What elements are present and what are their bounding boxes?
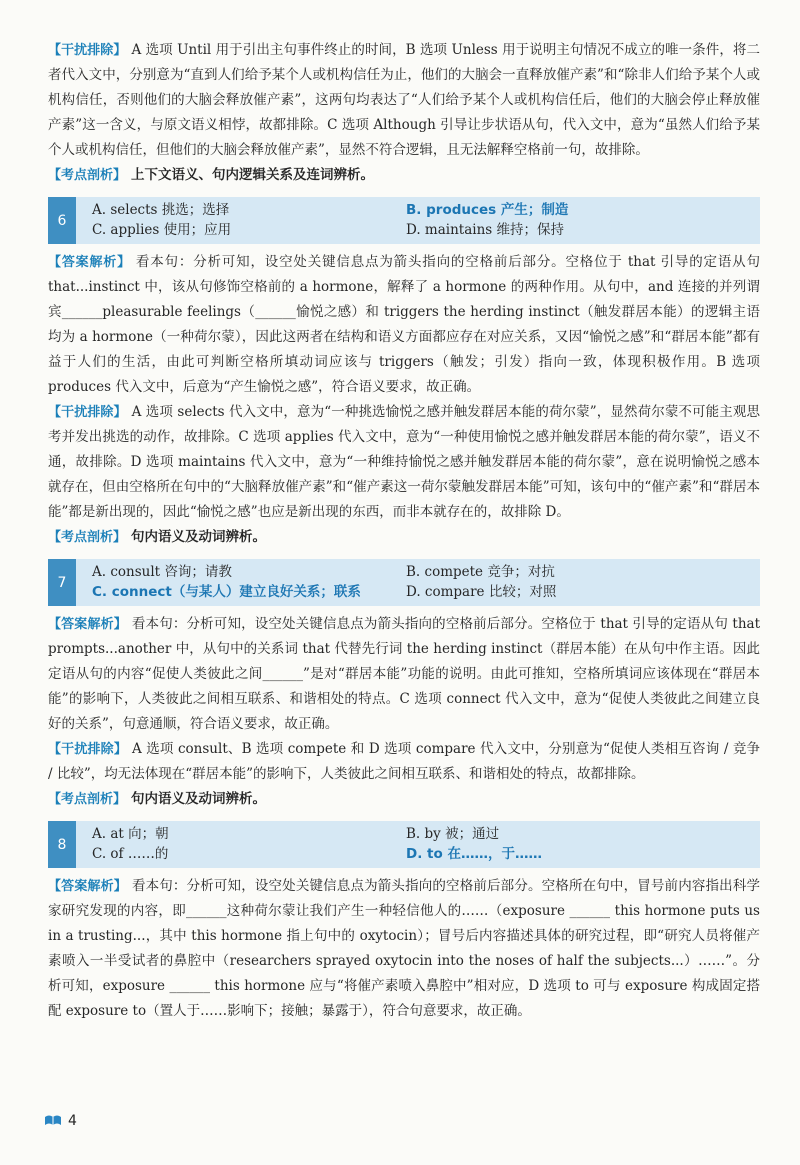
key-point-5	[48, 163, 760, 188]
option-b-correct: B. produces 产生；制造	[406, 202, 569, 218]
question-6-options	[48, 197, 760, 244]
book-icon	[44, 1111, 62, 1130]
option-c: C. applies 使用；应用	[92, 222, 232, 238]
section-tag: 【答案解析】	[48, 879, 127, 894]
distractor-analysis-7	[48, 737, 760, 787]
section-tag: 【考点剖析】	[48, 168, 127, 183]
question-number: 6	[48, 197, 76, 244]
question-8-options	[48, 821, 760, 868]
option-d-correct: D. to 在……，于……	[406, 846, 542, 862]
page-number: 4	[68, 1112, 77, 1129]
key-point-6	[48, 525, 760, 550]
paragraph-text: A 选项 selects 代入文中，意为“一种挑选愉悦之感并触发群居本能的荷尔蒙”，显然荷尔蒙不可能主观思考并发出挑选的动作，故排除。C 选项 applies 代入文中，意为“一种使用愉悦之感并触发群居本能的荷尔蒙”，语义不通，故排除。D 选项 maintains 代入文中，意为“一种维持愉悦之感并触发群居本能的荷尔蒙”，意在说明愉悦之感本就存在，但由空格所在句中的“大脑释放催产素”和“催产素这一荷尔蒙触发群居本能”可知，该句中的“催产素”和“群居本能”都是新出现的，因此“愉悦之感”也应是新出现的东西，而非本就存在的，故排除 D。	[48, 404, 760, 520]
option-a: A. at 向；朝	[92, 826, 169, 842]
answer-analysis-6	[48, 250, 760, 400]
page-footer	[44, 1111, 77, 1130]
option-b: B. compete 竞争；对抗	[406, 564, 555, 580]
paragraph-text: 句内语义及动词辨析。	[131, 791, 267, 807]
option-b: B. by 被；通过	[406, 826, 500, 842]
option-a: A. consult 咨询；请教	[92, 564, 232, 580]
section-tag: 【干扰排除】	[48, 43, 127, 58]
answer-analysis-8	[48, 874, 760, 1024]
section-tag: 【答案解析】	[48, 617, 127, 632]
answer-analysis-7	[48, 612, 760, 737]
option-d: D. compare 比较；对照	[406, 584, 557, 600]
section-tag: 【考点剖析】	[48, 792, 127, 807]
option-c: C. of ……的	[92, 846, 169, 862]
section-tag: 【干扰排除】	[48, 742, 127, 757]
distractor-analysis-6	[48, 400, 760, 525]
section-tag: 【答案解析】	[48, 255, 131, 270]
option-d: D. maintains 维持；保持	[406, 222, 564, 238]
option-a: A. selects 挑选；选择	[92, 202, 230, 218]
paragraph-text: A 选项 consult、B 选项 compete 和 D 选项 compare 代入文中，分别意为“促使人类相互咨询 / 竞争 / 比较”，均无法体现在“群居本能”的影响下，人类彼此之间相互联系、和谐相处的特点，故都排除。	[48, 741, 760, 782]
question-number: 8	[48, 821, 76, 868]
paragraph-text: 看本句：分析可知，设空处关键信息点为箭头指向的空格前后部分。空格位于 that 引导的定语从句 that prompts...another 中，从句中的关系词 that 代替先行词 the herding instinct（群居本能）在从句中作主语。因此定语从句的内容“促使人类彼此之间______”是对“群居本能”功能的说明。由此可推知，空格所填词应该体现在“群居本能”的影响下，人类彼此之间相互联系、和谐相处的特点。C 选项 connect 代入文中，意为“促使人类彼此之间建立良好的关系”，句意通顺，符合语义要求，故正确。	[48, 616, 760, 732]
paragraph-text: 看本句：分析可知，设空处关键信息点为箭头指向的空格前后部分。空格位于 that 引导的定语从句 that...instinct 中，该从句修饰空格前的 a hormone，解释了 a hormone 的两种作用。从句中，and 连接的并列谓宾______pleasurable feelings（______愉悦之感）和 triggers the herding instinct（触发群居本能）的逻辑主语均为 a hormone（一种荷尔蒙），因此这两者在结构和语义方面都应存在对应关系，又因“愉悦之感”和“群居本能”都有益于人们的生活，由此可判断空格所填动词应该与 triggers（触发；引发）指向一致，体现积极作用。B 选项 produces 代入文中，后意为“产生愉悦之感”，符合语义要求，故正确。	[48, 254, 760, 395]
paragraph-text: 句内语义及动词辨析。	[131, 529, 267, 545]
section-tag: 【考点剖析】	[48, 530, 127, 545]
paragraph-text: A 选项 Until 用于引出主句事件终止的时间，B 选项 Unless 用于说明主句情况不成立的唯一条件，将二者代入文中，分别意为“直到人们给予某个人或机构信任为止，他们的大脑会一直释放催产素”和“除非人们给予某个人或机构信任，否则他们的大脑会释放催产素”，这两句均表达了“人们给予某个人或机构信任后，他们的大脑会停止释放催产素”这一含义，与原文语义相悖，故都排除。C 选项 Although 引导让步状语从句，代入文中，意为“虽然人们给予某个人或机构信任，但他们的大脑会释放催产素”，显然不符合逻辑，且无法解释空格前一句，故排除。	[48, 42, 760, 158]
paragraph-text: 看本句：分析可知，设空处关键信息点为箭头指向的空格前后部分。空格所在句中，冒号前内容指出科学家研究发现的内容，即______这种荷尔蒙让我们产生一种轻信他人的……（exposure ______ this hormone puts us in a trusting...，其中 this hormone 指上句中的 oxytocin）；冒号后内容描述具体的研究过程，即“研究人员将催产素喷入一半受试者的鼻腔中（researchers sprayed oxytocin into the noses of half the subjects...）……”。分析可知，exposure ______ this hormone 应与“将催产素喷入鼻腔中”相对应，D 选项 to 可与 exposure 构成固定搭配 exposure to（置人于……影响下；接触；暴露于），符合句意要求，故正确。	[48, 878, 760, 1019]
paragraph-text: 上下文语义、句内逻辑关系及连词辨析。	[131, 167, 375, 183]
section-tag: 【干扰排除】	[48, 405, 127, 420]
option-c-correct: C. connect（与某人）建立良好关系；联系	[92, 584, 361, 600]
question-number: 7	[48, 559, 76, 606]
key-point-7	[48, 787, 760, 812]
question-7-options	[48, 559, 760, 606]
content	[48, 38, 760, 1024]
distractor-analysis-5	[48, 38, 760, 163]
